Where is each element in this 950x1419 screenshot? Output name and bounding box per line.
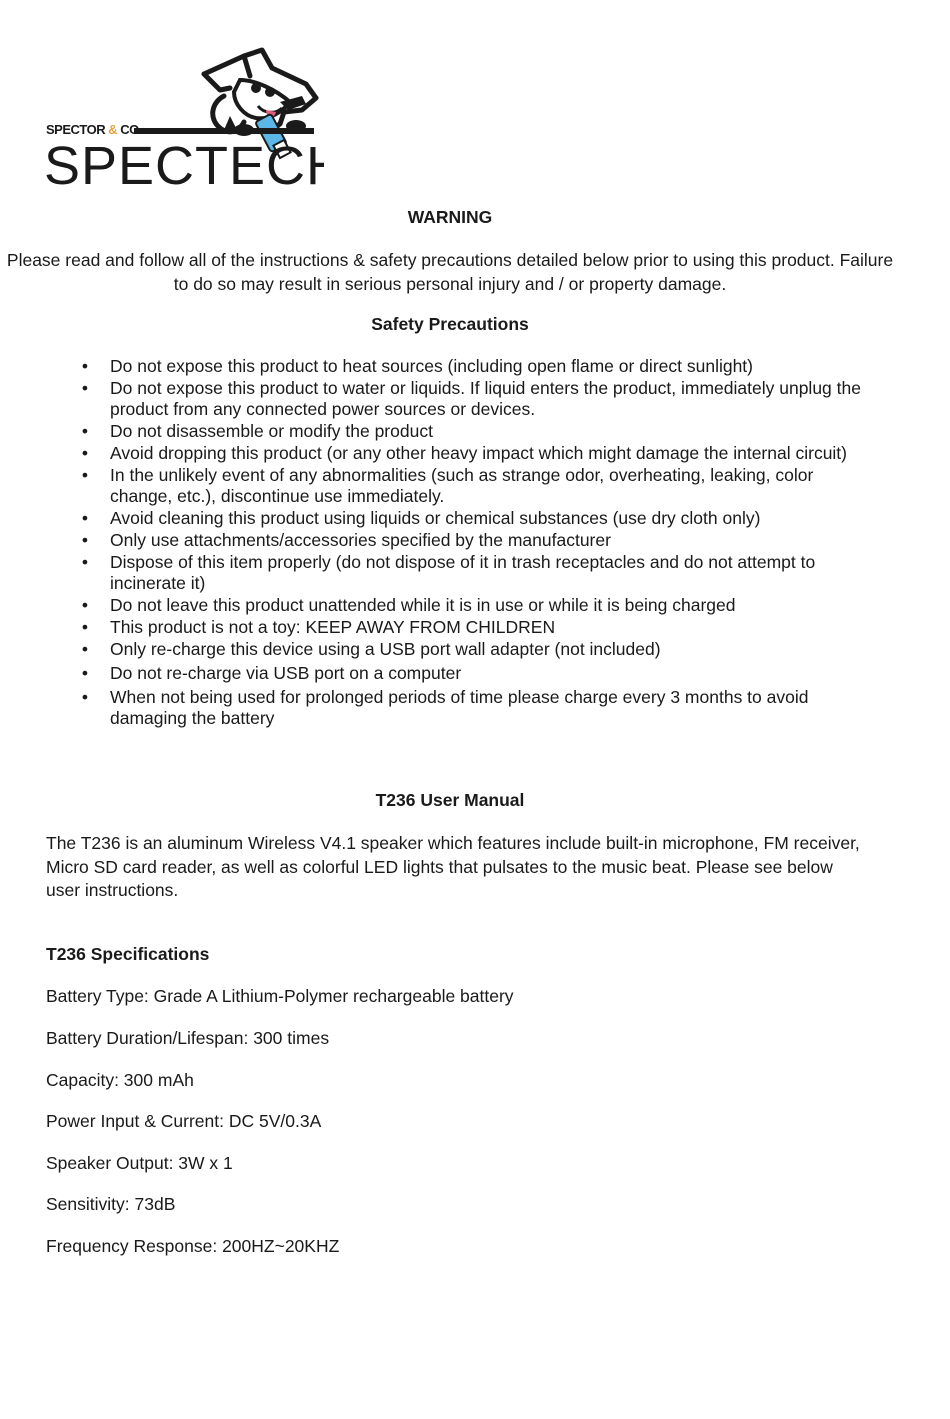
- list-item: • Do not disassemble or modify the product: [81, 421, 433, 441]
- warning-heading: WARNING: [407, 207, 493, 227]
- list-item: • In the unlikely event of any abnormalities (such as strange odor, overheating, leaking, color change, etc.), discontinue use immediately.: [81, 465, 814, 506]
- spec-item: Power Input & Current: DC 5V/0.3A: [46, 1111, 322, 1131]
- spec-item: Capacity: 300 mAh: [46, 1070, 194, 1090]
- manual-heading: T236 User Manual: [375, 790, 525, 810]
- list-item: • Do not re-charge via USB port on a computer: [81, 663, 462, 683]
- spec-item: Speaker Output: 3W x 1: [46, 1153, 233, 1173]
- specs-heading: T236 Specifications: [46, 944, 210, 964]
- brand-large-text: SPECTECH: [44, 136, 324, 190]
- manual-intro: The T236 is an aluminum Wireless V4.1 speaker which features include built-in microphone, FM receiver, Micro SD card reader, as well as colorful LED lights that pulsates to the music beat. Please see below user instructions.: [46, 833, 860, 900]
- safety-heading: Safety Precautions: [371, 314, 529, 334]
- list-item: • Only re-charge this device using a USB port wall adapter (not included): [81, 639, 661, 659]
- list-item: • Avoid dropping this product (or any other heavy impact which might damage the internal circuit): [81, 443, 847, 463]
- list-item: • Do not expose this product to water or liquids. If liquid enters the product, immediately unplug the product from any connected power sources or devices.: [81, 378, 861, 419]
- spec-item: Battery Duration/Lifespan: 300 times: [46, 1028, 330, 1048]
- list-item: • This product is not a toy: KEEP AWAY FROM CHILDREN: [81, 617, 556, 637]
- list-item: • Do not leave this product unattended while it is in use or while it is being charged: [81, 595, 736, 615]
- safety-list: [75, 356, 865, 730]
- brand-small-text: SPECTOR & CO.: [46, 122, 142, 137]
- list-item: • Only use attachments/accessories specified by the manufacturer: [81, 530, 611, 550]
- list-item: • Dispose of this item properly (do not dispose of it in trash receptacles and do not attempt to incinerate it): [81, 552, 816, 593]
- spec-item: Frequency Response: 200HZ~20KHZ: [46, 1236, 340, 1256]
- spectech-logo: [44, 44, 324, 190]
- spec-item: Battery Type: Grade A Lithium-Polymer rechargeable battery: [46, 986, 514, 1006]
- list-item: • When not being used for prolonged periods of time please charge every 3 months to avoid damaging the battery: [81, 687, 809, 728]
- list-item: • Avoid cleaning this product using liquids or chemical substances (use dry cloth only): [81, 508, 761, 528]
- spec-item: Sensitivity: 73dB: [46, 1194, 176, 1214]
- list-item: • Do not expose this product to heat sources (including open flame or direct sunlight): [81, 356, 753, 376]
- dog-mascot-icon: [44, 44, 324, 190]
- warning-text: Please read and follow all of the instructions & safety precautions detailed below prior to using this product. Failure to do so may result in serious personal injury and / or property damage.: [6, 250, 894, 294]
